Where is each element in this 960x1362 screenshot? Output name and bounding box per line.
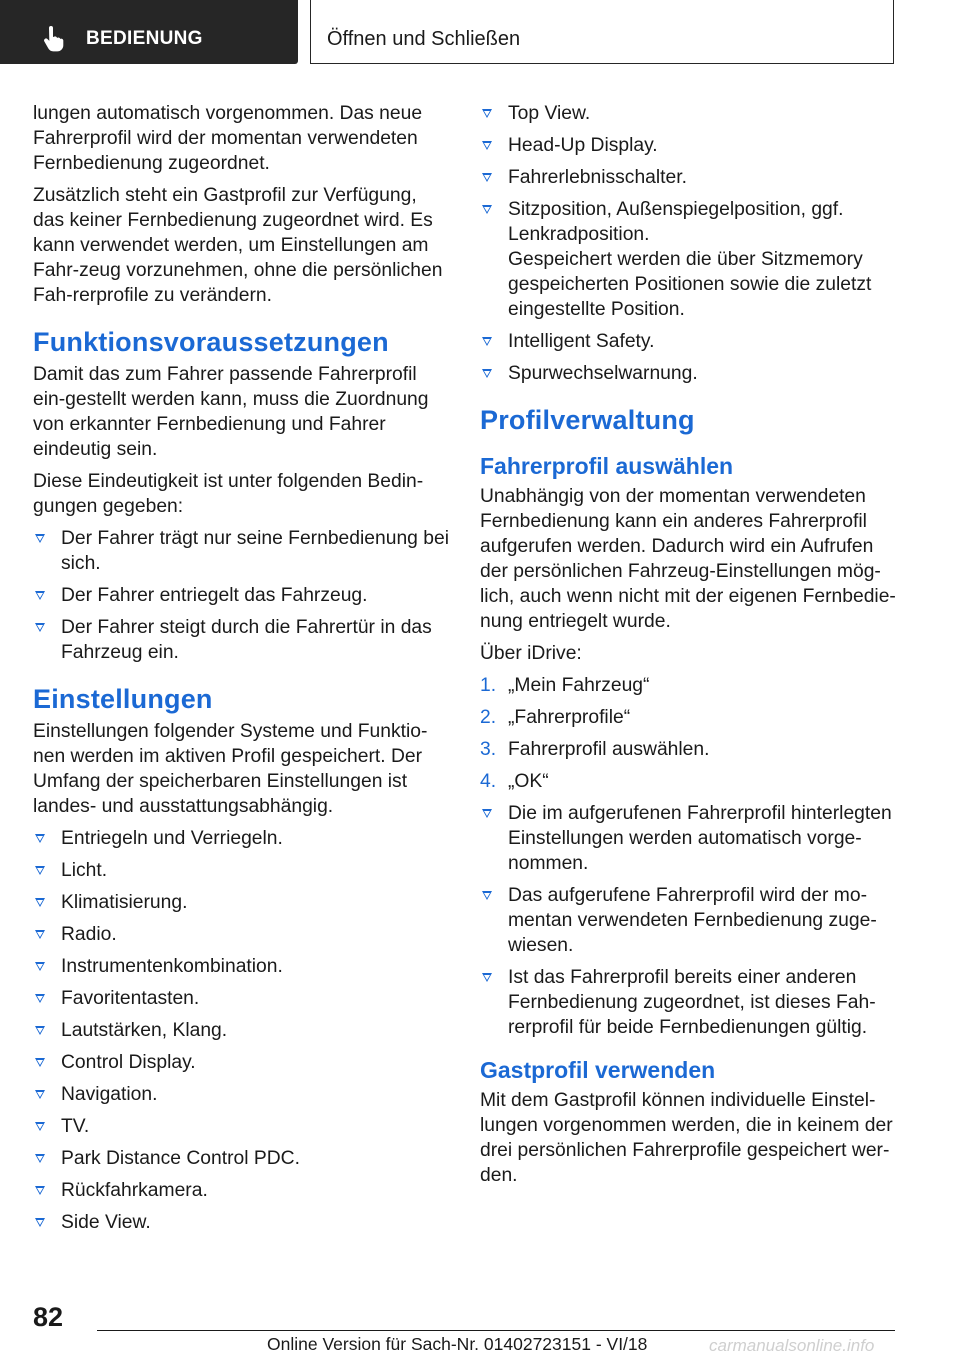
- list-item-text: Radio.: [61, 924, 117, 945]
- step-item: [480, 737, 898, 762]
- idrive-steps: [480, 673, 898, 794]
- step-text: „Fahrerprofile“: [508, 707, 631, 728]
- list-item: [33, 986, 451, 1011]
- step-item: [480, 705, 898, 730]
- triangle-bullet-icon: [35, 834, 45, 843]
- list-item-text: Lautstärken, Klang.: [61, 1020, 228, 1041]
- triangle-bullet-icon: [482, 369, 492, 378]
- triangle-bullet-icon: [35, 1122, 45, 1131]
- chapter-tab: [310, 0, 894, 64]
- page-header: [0, 0, 960, 66]
- list-item-text: Intelligent Safety.: [508, 331, 655, 352]
- list-item: [33, 890, 451, 915]
- triangle-bullet-icon: [482, 891, 492, 900]
- list-item-text: Der Fahrer trägt nur seine Fernbedienung bei sich.: [61, 528, 449, 574]
- triangle-bullet-icon: [35, 534, 45, 543]
- heading-gastprofil-verwenden: Gastprofil verwenden: [480, 1057, 716, 1083]
- list-item: [480, 329, 898, 354]
- step-number: 1.: [480, 675, 497, 696]
- list-item-text: Entriegeln und Verriegeln.: [61, 828, 283, 849]
- triangle-bullet-icon: [482, 337, 492, 346]
- paragraph: Damit das zum Fahrer passende Fahrerprofil ein‐gestellt werden kann, muss die Zuordnung von erkannter Fernbedienung und Fahrer eindeutig sein.: [33, 364, 429, 460]
- triangle-bullet-icon: [35, 994, 45, 1003]
- list-item-text: Fahrerlebnisschalter.: [508, 167, 687, 188]
- paragraph: Mit dem Gastprofil können individuelle Einstel‐lungen vorgenommen werden, die in keinem der drei persönlichen Fahrerprofile gespeichert wer‐den.: [480, 1090, 893, 1186]
- list-item-text: Control Display.: [61, 1052, 196, 1073]
- paragraph: Diese Eindeutigkeit ist unter folgenden Bedin‐gungen gegeben:: [33, 471, 424, 517]
- paragraph: Einstellungen folgender Systeme und Funktio‐nen werden im aktiven Profil gespeichert. Der Umfang der speicherbaren Einstellungen ist landes- und ausstattungsabhängig.: [33, 721, 428, 817]
- triangle-bullet-icon: [35, 962, 45, 971]
- list-item-text: Die im aufgerufenen Fahrerprofil hinterlegten Einstellungen werden automatisch vorge‐nommen.: [508, 803, 892, 874]
- triangle-bullet-icon: [482, 205, 492, 214]
- list-item: [480, 965, 898, 1040]
- triangle-bullet-icon: [35, 1186, 45, 1195]
- list-item-text: Der Fahrer entriegelt das Fahrzeug.: [61, 585, 368, 606]
- step-number: 2.: [480, 707, 497, 728]
- list-item: [480, 197, 898, 322]
- list-item-text: Favoritentasten.: [61, 988, 200, 1009]
- settings-list-continued: [480, 101, 898, 386]
- list-item: [33, 1146, 451, 1171]
- online-version-note: Online Version für Sach-Nr. 01402723151 - VI/18: [267, 1334, 648, 1354]
- triangle-bullet-icon: [35, 898, 45, 907]
- list-item-text: Spurwechselwarnung.: [508, 363, 698, 384]
- step-number: 4.: [480, 771, 497, 792]
- triangle-bullet-icon: [482, 173, 492, 182]
- list-item-text: Side View.: [61, 1212, 151, 1233]
- conditions-list: [33, 526, 451, 665]
- step-text: Fahrerprofil auswählen.: [508, 739, 710, 760]
- list-item: [480, 133, 898, 158]
- list-item-text: Top View.: [508, 103, 591, 124]
- list-item-text: Sitzposition, Außenspiegelposition, ggf. Lenkradposition.: [508, 199, 844, 245]
- list-item: [33, 1114, 451, 1139]
- list-item: [480, 165, 898, 190]
- step-number: 3.: [480, 739, 497, 760]
- list-item-text: Klimatisierung.: [61, 892, 188, 913]
- list-item-text: Das aufgerufene Fahrerprofil wird der mo‐mentan verwendeten Fernbedienung zuge‐wiesen.: [508, 885, 877, 956]
- settings-list: [33, 826, 451, 1235]
- list-item-text: Der Fahrer steigt durch die Fahrertür in das Fahrzeug ein.: [61, 617, 432, 663]
- list-item-text: Rückfahrkamera.: [61, 1180, 208, 1201]
- triangle-bullet-icon: [482, 973, 492, 982]
- list-item-text: Head-Up Display.: [508, 135, 658, 156]
- list-item: [33, 1018, 451, 1043]
- list-item: [33, 1210, 451, 1235]
- paragraph: lungen automatisch vorgenommen. Das neue Fahrerprofil wird der momentan verwendeten Fernbedienung zugeordnet.: [33, 103, 423, 174]
- list-item-text: Licht.: [61, 860, 108, 881]
- list-item: [480, 801, 898, 876]
- left-column: [33, 101, 451, 1242]
- triangle-bullet-icon: [35, 591, 45, 600]
- page-number: 82: [33, 1302, 64, 1332]
- watermark: carmanualsonline.info: [709, 1336, 875, 1355]
- list-item: [33, 858, 451, 883]
- triangle-bullet-icon: [35, 1058, 45, 1067]
- list-item: [33, 1050, 451, 1075]
- step-text: „OK“: [508, 771, 549, 792]
- heading-fahrerprofil-auswaehlen: Fahrerprofil auswählen: [480, 453, 734, 479]
- heading-profilverwaltung: Profilverwaltung: [480, 405, 695, 435]
- list-item: [33, 1178, 451, 1203]
- paragraph: Unabhängig von der momentan verwendeten Fernbedienung kann ein anderes Fahrerprofil aufgerufen werden. Dadurch wird ein Aufrufen der persönlichen Fahrzeug-Einstellungen mög‐lich, auch wenn nicht mit der eigenen Fernbedie‐nung entriegelt wurde.: [480, 486, 896, 632]
- list-item-text: Park Distance Control PDC.: [61, 1148, 300, 1169]
- list-item: [33, 1082, 451, 1107]
- triangle-bullet-icon: [35, 623, 45, 632]
- triangle-bullet-icon: [35, 1026, 45, 1035]
- list-item: [33, 615, 451, 665]
- step-text: „Mein Fahrzeug“: [508, 675, 650, 696]
- list-item-text: Instrumentenkombination.: [61, 956, 283, 977]
- list-item: [33, 922, 451, 947]
- triangle-bullet-icon: [35, 1218, 45, 1227]
- footer-divider: [97, 1330, 895, 1331]
- triangle-bullet-icon: [35, 930, 45, 939]
- triangle-bullet-icon: [35, 866, 45, 875]
- paragraph: Zusätzlich steht ein Gastprofil zur Verfügung, das keiner Fernbedienung zugeordnet wird. Es kann verwendet werden, um Einstellungen am Fahr‐zeug vorzunehmen, ohne die persönlichen Fah‐rerprofile zu verändern.: [33, 185, 443, 306]
- list-item: [480, 361, 898, 386]
- right-column: [480, 101, 898, 1195]
- step-item: [480, 769, 898, 794]
- step-item: [480, 673, 898, 698]
- list-item: [33, 826, 451, 851]
- list-item: [33, 954, 451, 979]
- triangle-bullet-icon: [482, 141, 492, 150]
- section-tab: [0, 0, 298, 64]
- triangle-bullet-icon: [35, 1090, 45, 1099]
- heading-einstellungen: Einstellungen: [33, 684, 213, 714]
- heading-funktionsvoraussetzungen: Funktionsvoraussetzungen: [33, 327, 389, 357]
- seat-memory-note: Gespeichert werden die über Sitzmemory gespeicherten Positionen sowie die zuletzt eingestellte Position.: [508, 249, 872, 320]
- hand-pointer-icon: [40, 26, 66, 52]
- section-label: BEDIENUNG: [86, 28, 203, 49]
- list-item-text: Ist das Fahrerprofil bereits einer anderen Fernbedienung zugeordnet, ist dieses Fah‐rerprofil für beide Fernbedienungen gültig.: [508, 967, 876, 1038]
- triangle-bullet-icon: [482, 109, 492, 118]
- triangle-bullet-icon: [482, 809, 492, 818]
- triangle-bullet-icon: [35, 1154, 45, 1163]
- list-item-text: TV.: [61, 1116, 90, 1137]
- list-item: [33, 583, 451, 608]
- list-item-text: Navigation.: [61, 1084, 158, 1105]
- results-list: [480, 801, 898, 1040]
- chapter-title: Öffnen und Schließen: [327, 28, 521, 50]
- list-item: [33, 526, 451, 576]
- paragraph: Über iDrive:: [480, 643, 582, 664]
- list-item: [480, 883, 898, 958]
- list-item: [480, 101, 898, 126]
